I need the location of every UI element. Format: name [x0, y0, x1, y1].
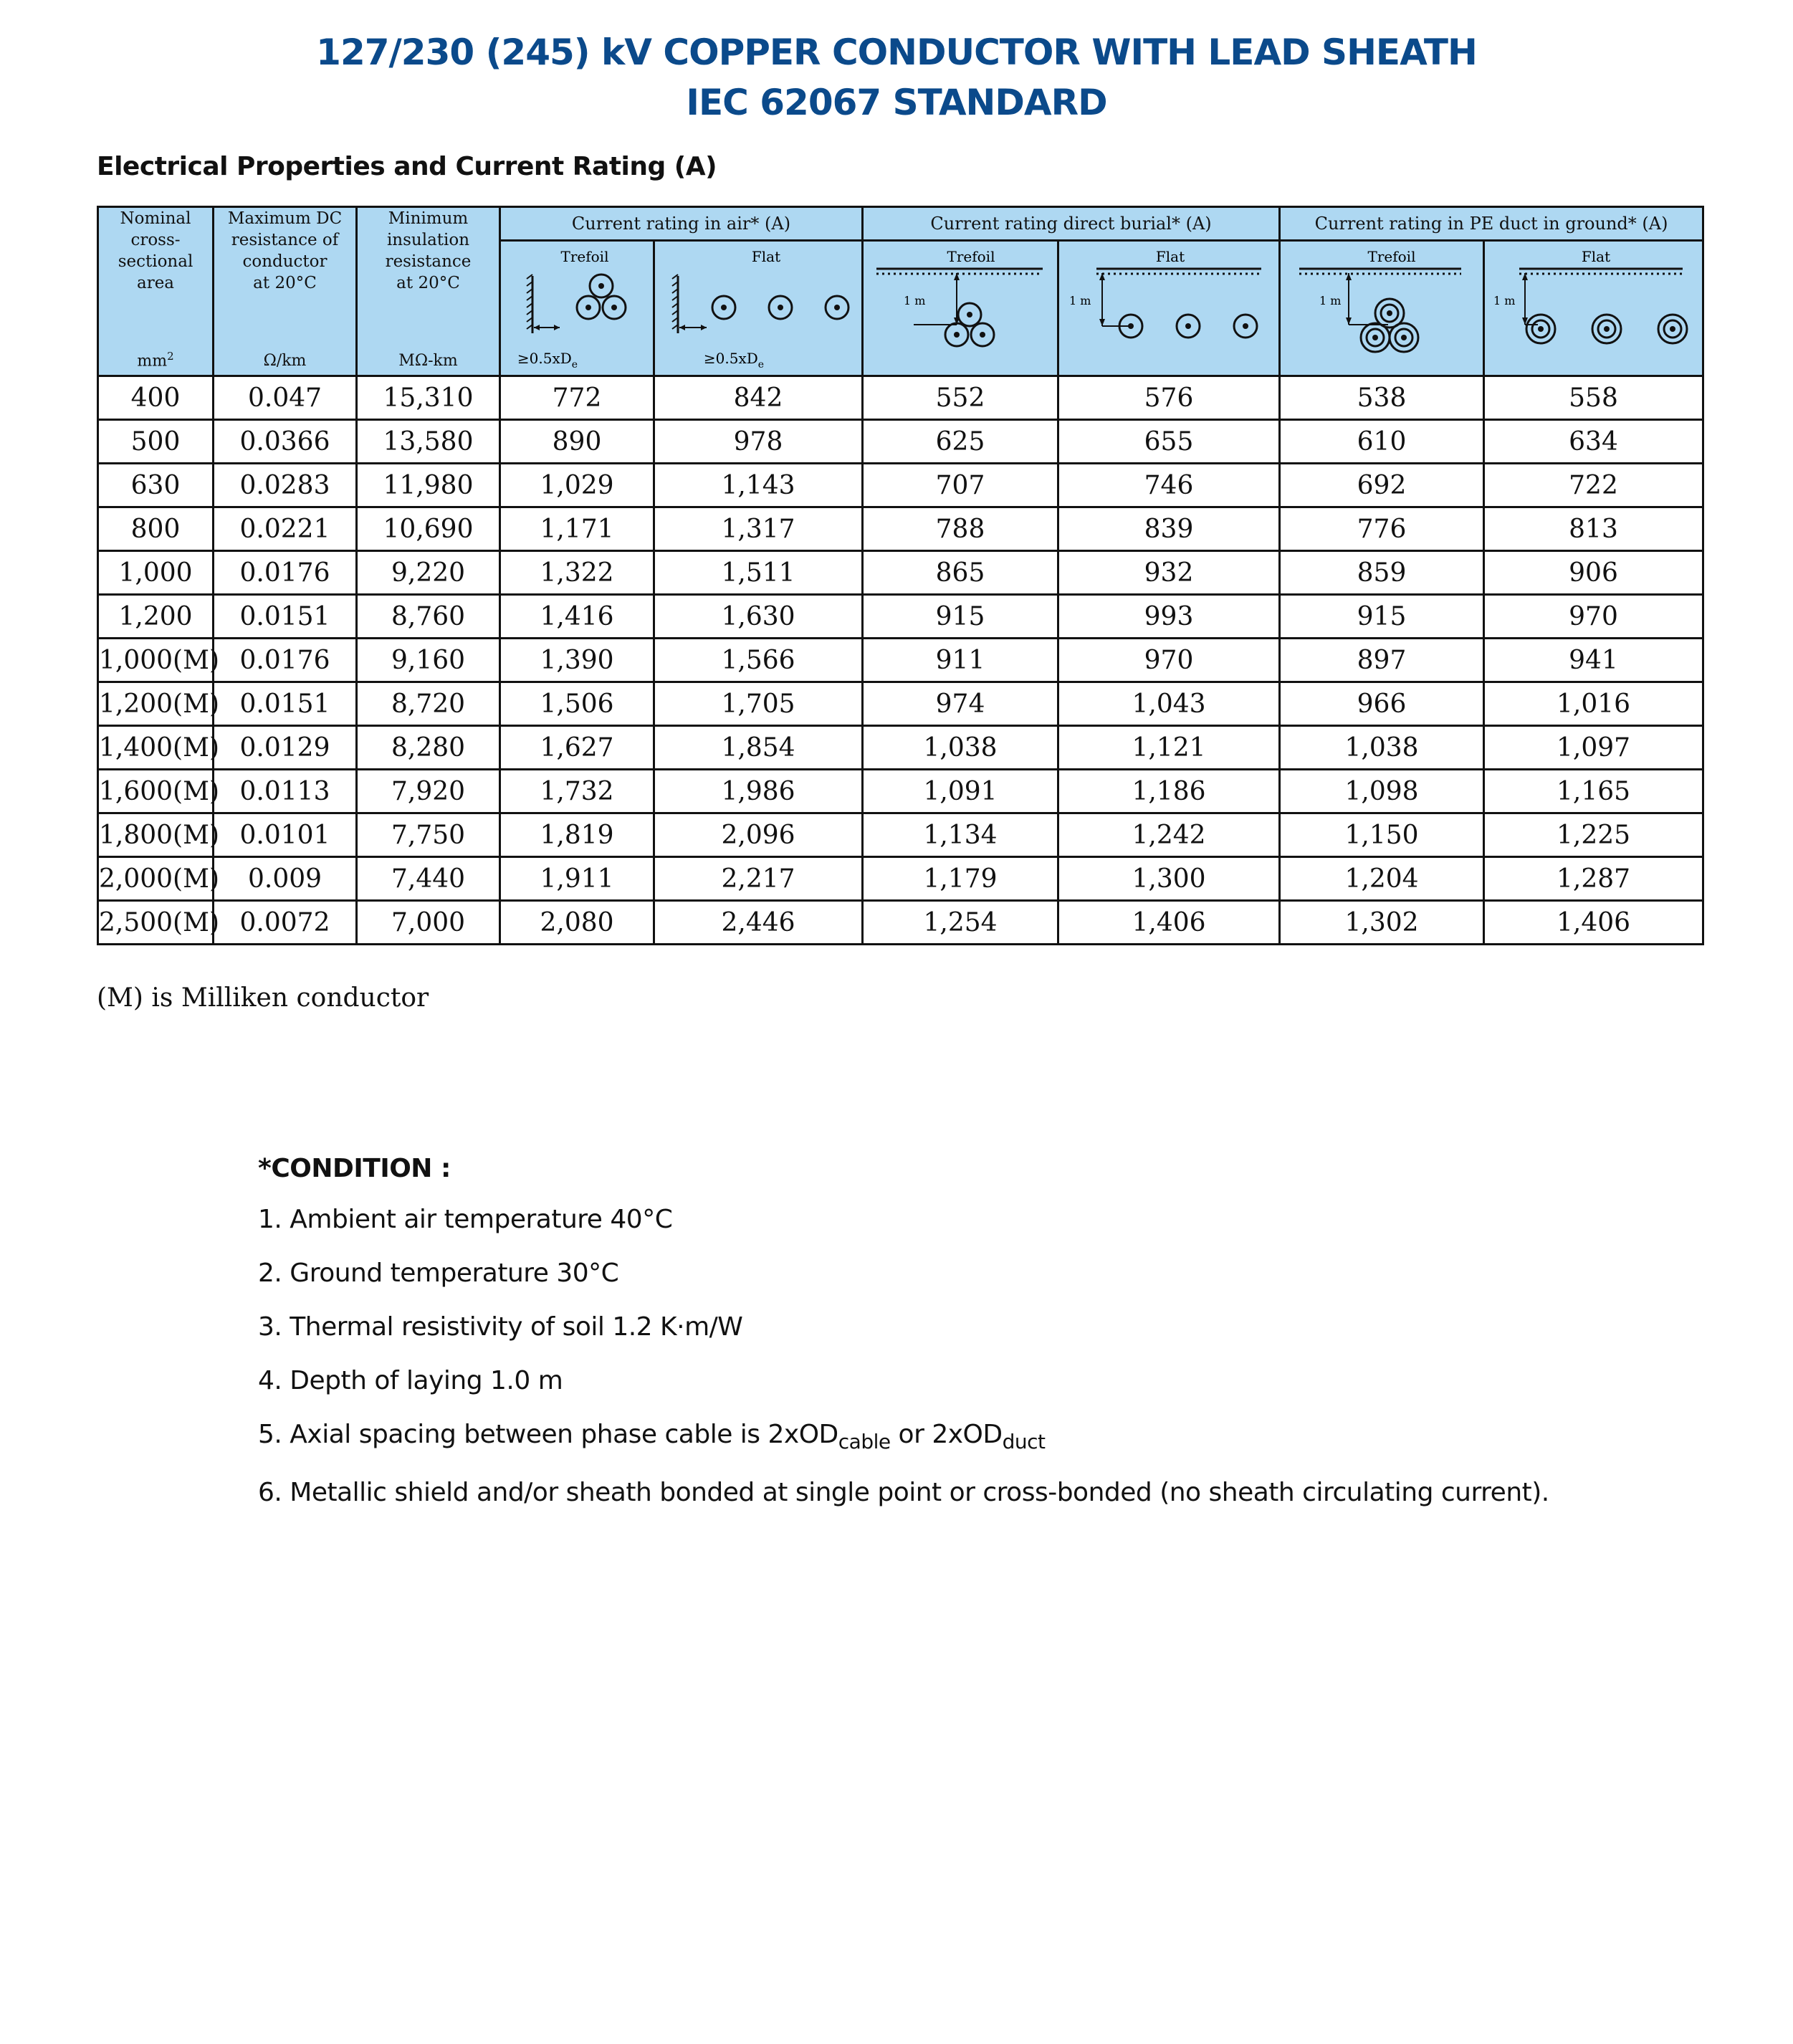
cell-ins: 13,580 — [357, 420, 500, 464]
subhead-air-flat — [654, 241, 863, 376]
cell-duct-flat: 1,287 — [1484, 857, 1703, 901]
spacing-sub-air-flat: e — [757, 359, 765, 371]
cell-burial-trefoil: 707 — [863, 464, 1058, 507]
cell-duct-flat: 941 — [1484, 639, 1703, 682]
table-row — [98, 376, 1703, 420]
cell-dc: 0.009 — [214, 857, 357, 901]
cell-dc: 0.0072 — [214, 901, 357, 945]
col-head-dc-l1: Maximum DC — [227, 209, 343, 228]
condition-5-sub-cable: cable — [838, 1430, 891, 1454]
cell-dc: 0.0151 — [214, 682, 357, 726]
table-row — [98, 595, 1703, 639]
condition-item: 6. Metallic shield and/or sheath bonded at single point or cross-bonded (no sheath circulating current). — [258, 1478, 1549, 1508]
cell-burial-trefoil: 1,179 — [863, 857, 1058, 901]
cell-air-flat: 842 — [654, 376, 863, 420]
unit-area — [99, 345, 212, 372]
cell-ins: 8,760 — [357, 595, 500, 639]
table-row — [98, 464, 1703, 507]
cell-duct-trefoil: 538 — [1280, 376, 1484, 420]
cell-dc: 0.0283 — [214, 464, 357, 507]
cell-air-trefoil: 772 — [500, 376, 654, 420]
subhead-duct-flat — [1484, 241, 1703, 376]
cell-duct-flat: 1,016 — [1484, 682, 1703, 726]
cell-air-trefoil: 1,506 — [500, 682, 654, 726]
unit-area-sup: 2 — [167, 349, 174, 363]
condition-5-sub-duct: duct — [1002, 1430, 1046, 1454]
cell-burial-trefoil: 974 — [863, 682, 1058, 726]
cell-burial-trefoil: 788 — [863, 507, 1058, 551]
cell-dc: 0.0366 — [214, 420, 357, 464]
col-head-area-l4: area — [136, 274, 175, 292]
cell-ins: 8,720 — [357, 682, 500, 726]
cell-air-flat: 2,096 — [654, 813, 863, 857]
cell-burial-flat: 1,121 — [1058, 726, 1280, 770]
table-row — [98, 813, 1703, 857]
cell-air-flat: 1,317 — [654, 507, 863, 551]
cell-burial-flat: 746 — [1058, 464, 1280, 507]
cell-area: 500 — [98, 420, 214, 464]
cell-air-trefoil: 1,322 — [500, 551, 654, 595]
cell-area: 400 — [98, 376, 214, 420]
section-heading: Electrical Properties and Current Rating (A) — [97, 152, 717, 181]
subhead-air-trefoil — [500, 241, 654, 376]
group-head-air: Current rating in air* (A) — [500, 207, 863, 241]
duct-flat-diagram-icon — [1485, 242, 1704, 375]
subhead-burial-flat — [1058, 241, 1280, 376]
current-rating-table — [97, 206, 1704, 945]
cell-air-flat: 1,630 — [654, 595, 863, 639]
cell-air-flat: 1,143 — [654, 464, 863, 507]
unit-area-text: mm — [137, 352, 168, 370]
cell-duct-trefoil: 1,150 — [1280, 813, 1484, 857]
table-row — [98, 507, 1703, 551]
col-head-dc-resistance — [214, 207, 357, 376]
subhead-burial-trefoil — [863, 241, 1058, 376]
cell-duct-flat: 722 — [1484, 464, 1703, 507]
cell-air-trefoil: 890 — [500, 420, 654, 464]
cell-air-trefoil: 2,080 — [500, 901, 654, 945]
cell-burial-flat: 1,300 — [1058, 857, 1280, 901]
table-row — [98, 639, 1703, 682]
depth-label-flat: 1 m — [1069, 294, 1091, 307]
cell-dc: 0.0101 — [214, 813, 357, 857]
cell-duct-flat: 634 — [1484, 420, 1703, 464]
spacing-label-trefoil — [517, 350, 578, 371]
cell-area: 1,000 — [98, 551, 214, 595]
unit-insulation: MΩ-km — [398, 352, 458, 370]
label-duct-flat: Flat — [1581, 248, 1611, 265]
page-title: 127/230 (245) kV COPPER CONDUCTOR WITH LEAD SHEATH — [316, 32, 1477, 73]
col-head-area — [98, 207, 214, 376]
cell-ins: 7,920 — [357, 770, 500, 813]
cell-burial-flat: 655 — [1058, 420, 1280, 464]
col-head-ins-l4: at 20°C — [396, 274, 460, 292]
col-head-area-l2: cross- — [130, 231, 181, 249]
table-row — [98, 551, 1703, 595]
cell-area: 2,000(M) — [98, 857, 214, 901]
cell-area: 630 — [98, 464, 214, 507]
cell-burial-trefoil: 911 — [863, 639, 1058, 682]
cell-air-trefoil: 1,911 — [500, 857, 654, 901]
cell-air-flat: 2,217 — [654, 857, 863, 901]
cell-area: 2,500(M) — [98, 901, 214, 945]
cell-duct-flat: 558 — [1484, 376, 1703, 420]
cell-duct-trefoil: 610 — [1280, 420, 1484, 464]
cell-ins: 7,750 — [357, 813, 500, 857]
subhead-duct-trefoil — [1280, 241, 1484, 376]
spacing-sub-air-trefoil: e — [571, 359, 578, 371]
cell-air-trefoil: 1,390 — [500, 639, 654, 682]
cell-ins: 7,000 — [357, 901, 500, 945]
cell-burial-trefoil: 915 — [863, 595, 1058, 639]
label-trefoil: Trefoil — [560, 248, 609, 265]
condition-item: 2. Ground temperature 30°C — [258, 1259, 619, 1288]
milliken-footnote: (M) is Milliken conductor — [97, 983, 429, 1013]
cell-dc: 0.0151 — [214, 595, 357, 639]
cell-ins: 8,280 — [357, 726, 500, 770]
unit-dc: Ω/km — [263, 352, 307, 370]
cell-duct-trefoil: 1,302 — [1280, 901, 1484, 945]
col-head-insulation — [357, 207, 500, 376]
label-duct-trefoil: Trefoil — [1367, 248, 1416, 265]
cell-duct-trefoil: 1,038 — [1280, 726, 1484, 770]
label-flat: Flat — [751, 248, 781, 265]
buried-trefoil-diagram-icon — [864, 242, 1059, 375]
cell-dc: 0.0221 — [214, 507, 357, 551]
cell-duct-trefoil: 915 — [1280, 595, 1484, 639]
table-row — [98, 857, 1703, 901]
cell-area: 1,000(M) — [98, 639, 214, 682]
condition-item: 3. Thermal resistivity of soil 1.2 K·m/W — [258, 1312, 743, 1342]
condition-item-spacing — [258, 1420, 1549, 1453]
cell-ins: 15,310 — [357, 376, 500, 420]
table-body — [98, 376, 1703, 945]
cell-burial-trefoil: 625 — [863, 420, 1058, 464]
table-row — [98, 682, 1703, 726]
label-burial-trefoil: Trefoil — [947, 248, 995, 265]
cell-air-flat: 1,511 — [654, 551, 863, 595]
depth-label-duct-flat: 1 m — [1493, 294, 1516, 307]
cell-burial-flat: 970 — [1058, 639, 1280, 682]
table-row — [98, 901, 1703, 945]
col-head-ins-l2: insulation — [386, 231, 470, 249]
cell-dc: 0.0129 — [214, 726, 357, 770]
col-head-dc-l4: at 20°C — [253, 274, 317, 292]
cell-air-trefoil: 1,627 — [500, 726, 654, 770]
duct-trefoil-diagram-icon — [1281, 242, 1485, 375]
cell-ins: 9,160 — [357, 639, 500, 682]
cell-burial-trefoil: 1,038 — [863, 726, 1058, 770]
conditions-section — [258, 1154, 1549, 1532]
cell-duct-flat: 1,165 — [1484, 770, 1703, 813]
cell-area: 1,200 — [98, 595, 214, 639]
cell-duct-flat: 906 — [1484, 551, 1703, 595]
cell-duct-trefoil: 1,098 — [1280, 770, 1484, 813]
cell-area: 1,200(M) — [98, 682, 214, 726]
cell-duct-flat: 813 — [1484, 507, 1703, 551]
cell-burial-flat: 1,406 — [1058, 901, 1280, 945]
cell-air-trefoil: 1,819 — [500, 813, 654, 857]
cell-dc: 0.0113 — [214, 770, 357, 813]
col-head-dc-l2: resistance of — [231, 231, 339, 249]
cell-burial-trefoil: 1,134 — [863, 813, 1058, 857]
table-row — [98, 770, 1703, 813]
cell-duct-trefoil: 966 — [1280, 682, 1484, 726]
spacing-air-trefoil: ≥0.5xD — [517, 350, 572, 367]
cell-ins: 7,440 — [357, 857, 500, 901]
flat-cable-diagram-icon — [655, 242, 864, 375]
condition-item: 4. Depth of laying 1.0 m — [258, 1366, 563, 1395]
cell-burial-flat: 576 — [1058, 376, 1280, 420]
cell-duct-flat: 1,097 — [1484, 726, 1703, 770]
table-row — [98, 726, 1703, 770]
cell-duct-flat: 1,406 — [1484, 901, 1703, 945]
table-row — [98, 420, 1703, 464]
group-head-duct: Current rating in PE duct in ground* (A) — [1280, 207, 1703, 241]
col-head-ins-l3: resistance — [385, 252, 472, 271]
cell-burial-flat: 1,043 — [1058, 682, 1280, 726]
col-head-dc-l3: conductor — [242, 252, 327, 271]
cell-air-flat: 1,854 — [654, 726, 863, 770]
cell-duct-trefoil: 859 — [1280, 551, 1484, 595]
cell-air-flat: 1,705 — [654, 682, 863, 726]
cell-burial-trefoil: 552 — [863, 376, 1058, 420]
page-title-standard: IEC 62067 STANDARD — [686, 82, 1107, 123]
cell-burial-trefoil: 865 — [863, 551, 1058, 595]
cell-air-trefoil: 1,416 — [500, 595, 654, 639]
condition-5-text: 5. Axial spacing between phase cable is 2xOD — [258, 1420, 838, 1449]
cell-burial-flat: 1,242 — [1058, 813, 1280, 857]
cell-air-flat: 2,446 — [654, 901, 863, 945]
cell-air-flat: 978 — [654, 420, 863, 464]
cell-air-trefoil: 1,029 — [500, 464, 654, 507]
condition-item: 1. Ambient air temperature 40°C — [258, 1205, 673, 1234]
buried-flat-diagram-icon — [1059, 242, 1281, 375]
spacing-air-flat: ≥0.5xD — [703, 350, 758, 367]
label-burial-flat: Flat — [1155, 248, 1185, 265]
cell-burial-flat: 839 — [1058, 507, 1280, 551]
cell-dc: 0.047 — [214, 376, 357, 420]
cell-duct-trefoil: 897 — [1280, 639, 1484, 682]
cell-duct-trefoil: 692 — [1280, 464, 1484, 507]
depth-label-duct: 1 m — [1319, 294, 1342, 307]
cell-duct-trefoil: 1,204 — [1280, 857, 1484, 901]
trefoil-cable-diagram-icon — [501, 242, 655, 375]
cell-air-trefoil: 1,732 — [500, 770, 654, 813]
cell-dc: 0.0176 — [214, 551, 357, 595]
cell-area: 1,400(M) — [98, 726, 214, 770]
condition-5-mid: or 2xOD — [890, 1420, 1003, 1449]
depth-label: 1 m — [904, 294, 926, 307]
spacing-label-flat — [704, 350, 764, 371]
cell-ins: 11,980 — [357, 464, 500, 507]
col-head-ins-l1: Minimum — [388, 209, 469, 228]
cell-ins: 9,220 — [357, 551, 500, 595]
col-head-area-l3: sectional — [118, 252, 193, 271]
cell-burial-flat: 993 — [1058, 595, 1280, 639]
cell-burial-trefoil: 1,254 — [863, 901, 1058, 945]
cell-area: 1,800(M) — [98, 813, 214, 857]
cell-air-flat: 1,986 — [654, 770, 863, 813]
col-head-area-l1: Nominal — [120, 209, 191, 228]
cell-duct-flat: 1,225 — [1484, 813, 1703, 857]
cell-burial-trefoil: 1,091 — [863, 770, 1058, 813]
cell-duct-flat: 970 — [1484, 595, 1703, 639]
conditions-heading: *CONDITION : — [258, 1154, 451, 1183]
cell-air-trefoil: 1,171 — [500, 507, 654, 551]
cell-ins: 10,690 — [357, 507, 500, 551]
cell-air-flat: 1,566 — [654, 639, 863, 682]
cell-area: 1,600(M) — [98, 770, 214, 813]
cell-dc: 0.0176 — [214, 639, 357, 682]
cell-burial-flat: 1,186 — [1058, 770, 1280, 813]
cell-duct-trefoil: 776 — [1280, 507, 1484, 551]
group-head-burial: Current rating direct burial* (A) — [863, 207, 1280, 241]
cell-area: 800 — [98, 507, 214, 551]
cell-burial-flat: 932 — [1058, 551, 1280, 595]
